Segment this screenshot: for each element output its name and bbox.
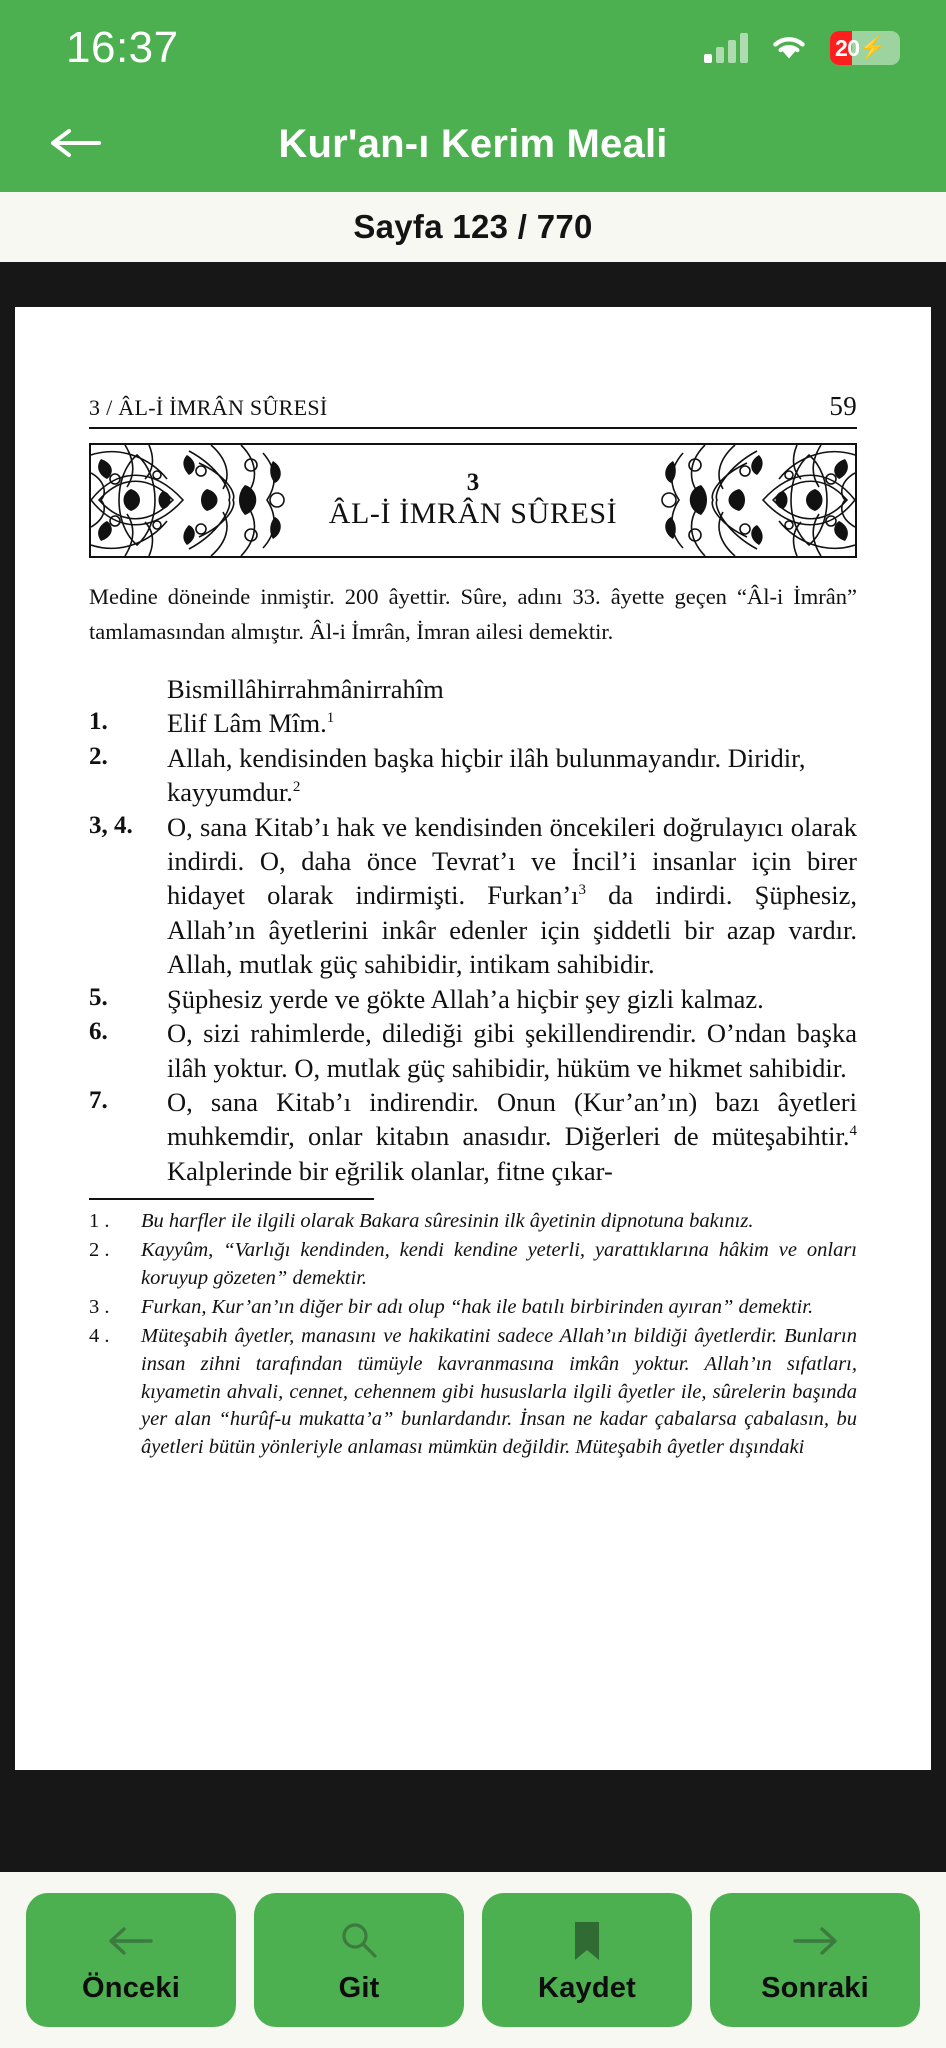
footnote-ref[interactable]: 3 bbox=[578, 882, 587, 899]
verse-row bbox=[89, 741, 857, 810]
footnote-text: Kayyûm, “Varlığı kendinden, kendi kendine yeterli, yarattıklarına hâkim ve onları koruyup gözeten” demektir. bbox=[141, 1239, 857, 1290]
app-bar bbox=[0, 96, 946, 192]
document-page bbox=[15, 307, 931, 1770]
search-icon bbox=[337, 1916, 381, 1966]
verse-body: O, sana Kitab’ı hak ve kendisinden öncekileri doğrulayıcı olarak indirdi. O, daha önce Tevrat’ı ve İncil’i insanlar için birer hidayet olarak indirmişti. Furkan’ı bbox=[167, 811, 857, 911]
verse-row bbox=[89, 982, 857, 1016]
verse-row bbox=[89, 706, 857, 740]
footnote-item bbox=[89, 1237, 857, 1293]
verse-text bbox=[167, 810, 857, 982]
page-indicator-label: Sayfa 123 / 770 bbox=[353, 208, 593, 245]
verse-number: 6. bbox=[89, 1018, 108, 1046]
footnote-list bbox=[89, 1208, 857, 1462]
footnote-ref[interactable]: 2 bbox=[292, 779, 301, 796]
basmala-text: Bismillâhirrahmânirrahîm bbox=[167, 673, 444, 704]
verse-number: 2. bbox=[89, 742, 108, 770]
goto-page-button[interactable] bbox=[254, 1893, 464, 2027]
arrow-right-icon bbox=[791, 1916, 839, 1966]
save-bookmark-label: Kaydet bbox=[538, 1971, 636, 2004]
verse-text bbox=[167, 741, 857, 810]
surah-number: 3 bbox=[466, 469, 480, 497]
arabesque-ornament-icon-mirrored bbox=[659, 445, 855, 556]
document-viewer[interactable] bbox=[0, 262, 946, 1872]
page-title: Kur'an-ı Kerim Meali bbox=[278, 121, 668, 166]
arrow-left-icon bbox=[107, 1916, 155, 1966]
verse-list bbox=[89, 672, 857, 1189]
printed-page-number: 59 bbox=[829, 391, 857, 421]
surah-name: ÂL-İ İMRÂN SÛRESİ bbox=[328, 496, 618, 530]
footnote-number: 3 . bbox=[89, 1295, 110, 1318]
surah-intro: Medine döneinde inmiştir. 200 âyettir. Sûre, adını 33. âyette geçen “Âl-i İmrân” tamlamasından almıştır. Âl-i İmrân, İmran ailesi demektir. bbox=[89, 584, 857, 644]
verse-text: O, sizi rahimlerde, dilediği gibi şekillendirendir. O’ndan başka ilâh yoktur. O, mutlak güç sahibidir, hüküm ve hikmet sahibidir. bbox=[167, 1018, 857, 1083]
verse-body: Allah, kendisinden başka hiçbir ilâh bulunmayandır. Diridir, kayyumdur. bbox=[167, 742, 806, 808]
verse-row bbox=[89, 810, 857, 982]
verse-row bbox=[89, 1085, 857, 1188]
footnote-item bbox=[89, 1323, 857, 1462]
status-bar-icons bbox=[704, 31, 900, 65]
footnote-number: 2 . bbox=[89, 1239, 110, 1262]
verse-number: 3, 4. bbox=[89, 811, 133, 839]
footnote-item bbox=[89, 1294, 857, 1322]
verse-row bbox=[89, 1016, 857, 1085]
footnote-ref[interactable]: 1 bbox=[326, 710, 335, 727]
footnote-number: 4 . bbox=[89, 1324, 110, 1347]
verse-text bbox=[167, 706, 857, 740]
bottom-toolbar bbox=[0, 1872, 946, 2048]
previous-page-button[interactable] bbox=[26, 1893, 236, 2027]
verse-number: 7. bbox=[89, 1087, 108, 1114]
previous-page-label: Önceki bbox=[82, 1971, 180, 2004]
verse-text bbox=[167, 1085, 857, 1188]
footnote-divider bbox=[89, 1198, 374, 1200]
battery-level: 20 bbox=[835, 34, 860, 61]
footnote-text: Bu harfler ile ilgili olarak Bakara sûresinin ilk âyetinin dipnotuna bakınız. bbox=[141, 1210, 754, 1233]
surah-banner-core bbox=[303, 470, 644, 530]
verse-body-continued: Kalplerinde bir eğrilik olanlar, fitne çıkar- bbox=[167, 1155, 613, 1186]
save-bookmark-button[interactable] bbox=[482, 1893, 692, 2027]
arabesque-ornament-icon bbox=[91, 445, 287, 556]
verse-body: Elif Lâm Mîm. bbox=[167, 708, 327, 739]
back-button[interactable] bbox=[38, 107, 112, 181]
verse-body: O, sana Kitab’ı indirendir. Onun (Kur’an’ın) bazı âyetleri muhkemdir, onlar kitabın anasıdır. Diğerleri de müteşabihtir. bbox=[167, 1087, 857, 1152]
page-indicator bbox=[0, 192, 946, 262]
footnote-number: 1 . bbox=[89, 1210, 110, 1233]
footnote-text: Furkan, Kur’an’ın diğer bir adı olup “hak ile batılı birbirinden ayıran” demektir. bbox=[141, 1295, 814, 1318]
basmala-number bbox=[89, 672, 167, 706]
verse-number: 1. bbox=[89, 708, 108, 736]
bookmark-icon bbox=[570, 1916, 604, 1966]
footnote-item bbox=[89, 1208, 857, 1236]
verse-number: 5. bbox=[89, 983, 108, 1011]
arrow-left-icon bbox=[47, 123, 103, 166]
signal-icon bbox=[704, 33, 748, 63]
running-head-title: 3 / ÂL-İ İMRÂN SÛRESİ bbox=[89, 395, 328, 420]
footnote-text: Müteşabih âyetler, manasını ve hakikatini sadece Allah’ın bildiği âyetlerdir. Bunların insan zihni tarafından tümüyle kavranmasına imkân yoktur. Allah’ın sıfatları, kıyametin ahvali, cennet, cehennem gibi hususlarla ilgili âyetler ile, sûrelerin başında yer alan “hurûf-u mukatta’a” bunlardandır. İnsan ne kadar çabalarsa çabalasın, bu âyetleri bütün yönleriyle anlaması mümkün değildir. Müteşabih âyetler dışındaki bbox=[141, 1324, 857, 1459]
footnote-ref[interactable]: 4 bbox=[849, 1123, 857, 1140]
basmala-row bbox=[89, 672, 857, 706]
next-page-label: Sonraki bbox=[761, 1971, 869, 2004]
verse-body-continued: da indirdi. Şüphesiz, Allah’ın âyetlerini inkâr edenler için şiddetli bir azap vardır. Allah, mutlak güç sahibidir, intikam sahibidir. bbox=[167, 880, 857, 980]
status-bar bbox=[0, 0, 946, 96]
battery-icon bbox=[830, 31, 900, 65]
surah-banner bbox=[89, 443, 857, 558]
next-page-button[interactable] bbox=[710, 1893, 920, 2027]
verse-text: Şüphesiz yerde ve gökte Allah’a hiçbir şey gizli kalmaz. bbox=[167, 983, 764, 1014]
status-bar-clock: 16:37 bbox=[66, 23, 179, 72]
goto-page-label: Git bbox=[338, 1971, 380, 2004]
wifi-icon bbox=[770, 34, 808, 62]
running-head bbox=[89, 391, 857, 429]
battery-charging-icon: ⚡ bbox=[858, 35, 886, 60]
